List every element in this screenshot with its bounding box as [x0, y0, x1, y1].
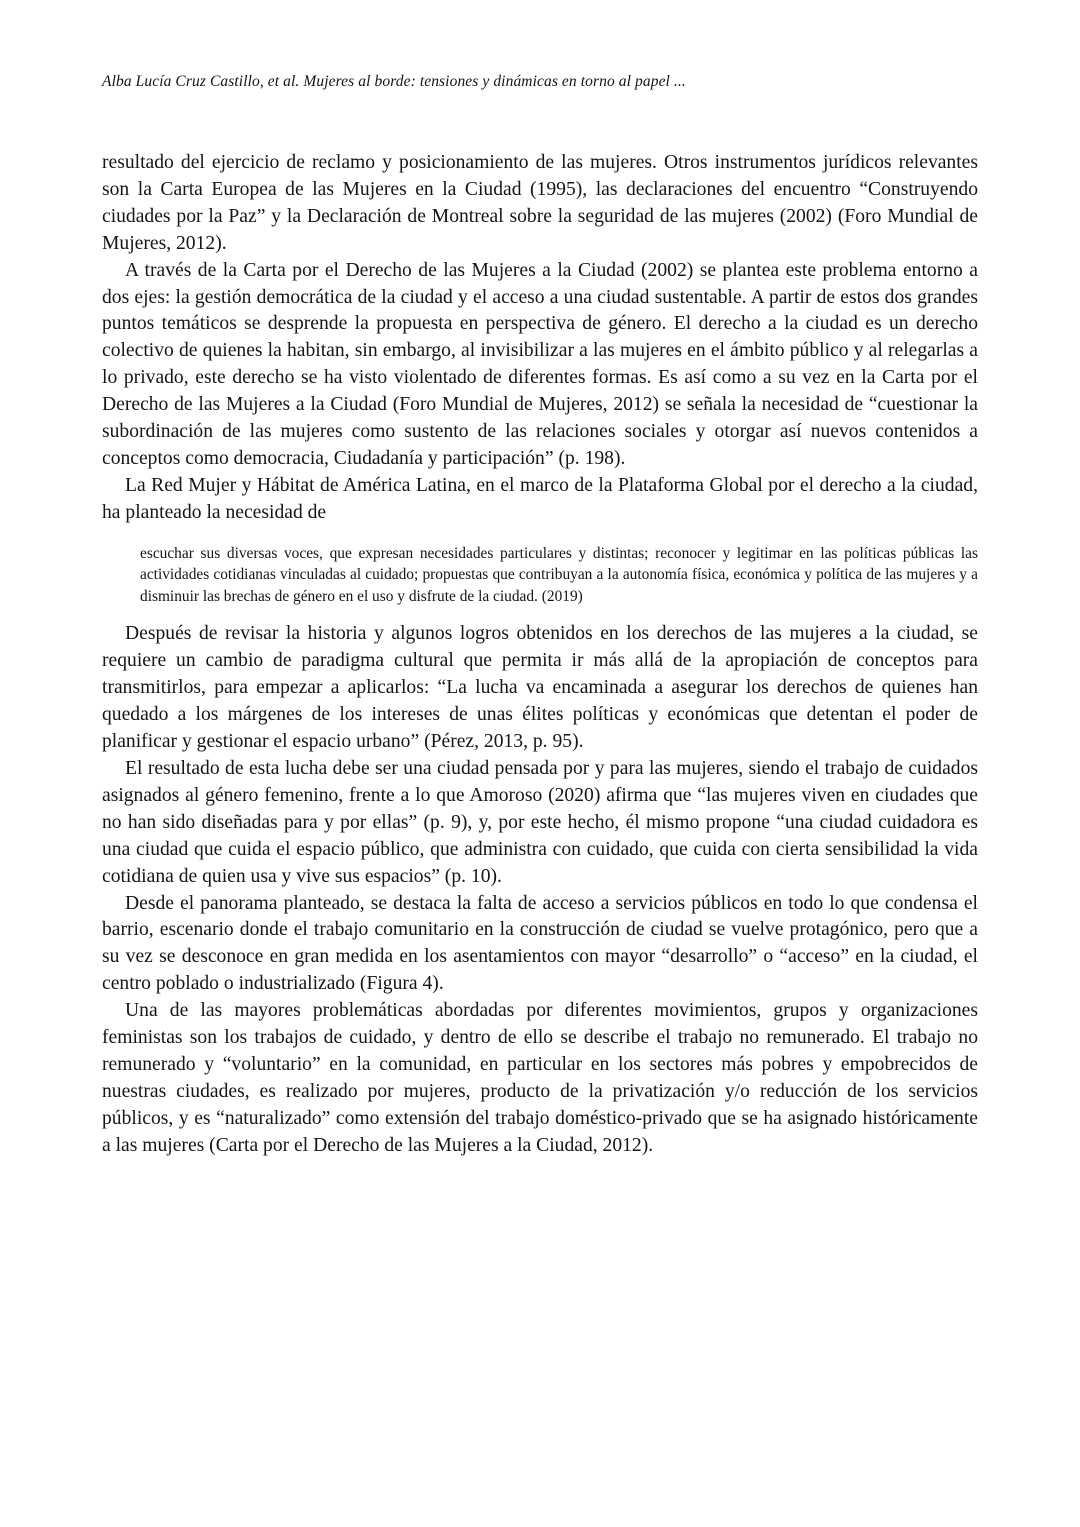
paragraph: Después de revisar la historia y algunos logros obtenidos en los derechos de las mujeres a la ciudad, se requiere un cambio de paradigma cultural que permita ir más allá de la apropiación de conceptos para transmitirlos, para empezar a aplicarlos: “La lucha va encaminada a asegurar los derechos de quienes han quedado a los márgenes de los intereses de unas élites políticas y económicas que detentan el poder de planificar y gestionar el espacio urbano” (Pérez, 2013, p. 95). — [102, 623, 978, 753]
running-head: Alba Lucía Cruz Castillo, et al. Mujeres al borde: tensiones y dinámicas en torno al papel ... — [102, 73, 686, 90]
paragraph: resultado del ejercicio de reclamo y posicionamiento de las mujeres. Otros instrumentos jurídicos relevantes son la Carta Europea de las Mujeres en la Ciudad (1995), las declaraciones del encuentro “Construyendo ciudades por la Paz” y la Declaración de Montreal sobre la seguridad de las mujeres (2002) (Foro Mundial de Mujeres, 2012). — [102, 152, 978, 254]
paragraph: El resultado de esta lucha debe ser una ciudad pensada por y para las mujeres, siendo el trabajo de cuidados asignados al género femenino, frente a lo que Amoroso (2020) afirma que “las mujeres viven en ciudades que no han sido diseñadas para y por ellas” (p. 9), y, por este hecho, él mismo propone “una ciudad cuidadora es una ciudad que cuida el espacio público, que administra con cuidado, que cuida con cierta sensibilidad la vida cotidiana de quien usa y vive sus espacios” (p. 10). — [102, 758, 978, 887]
body-text-column — [102, 150, 978, 1160]
block-quotation — [102, 543, 978, 608]
paragraph: La Red Mujer y Hábitat de América Latina, en el marco de la Plataforma Global por el derecho a la ciudad, ha planteado la necesidad de — [102, 474, 978, 523]
paragraph: A través de la Carta por el Derecho de las Mujeres a la Ciudad (2002) se plantea este problema entorno a dos ejes: la gestión democrática de la ciudad y el acceso a una ciudad sustentable. A partir de estos dos grandes puntos temáticos se desprende la propuesta en perspectiva de género. El derecho a la ciudad es un derecho colectivo de quienes la habitan, sin embargo, al invisibilizar a las mujeres en el ámbito público y al relegarlas a lo privado, este derecho se ha visto violentado de diferentes formas. Es así como a su vez en la Carta por el Derecho de las Mujeres a la Ciudad (Foro Mundial de Mujeres, 2012) se señala la necesidad de “cuestionar la subordinación de las mujeres como sustento de las relaciones sociales y otorgar así nuevos contenidos a conceptos como democracia, Ciudadanía y participación” (p. 198). — [102, 259, 978, 469]
paragraph: Una de las mayores problemáticas abordadas por diferentes movimientos, grupos y organizaciones feministas son los trabajos de cuidado, y dentro de ello se describe el trabajo no remunerado. El trabajo no remunerado y “voluntario” en la comunidad, en particular en los sectores más pobres y empobrecidos de nuestras ciudades, es realizado por mujeres, producto de la privatización y/o reducción de los servicios públicos, y es “naturalizado” como extensión del trabajo doméstico-privado que se ha asignado históricamente a las mujeres (Carta por el Derecho de las Mujeres a la Ciudad, 2012). — [102, 1000, 978, 1156]
block-quotation-text: escuchar sus diversas voces, que expresan necesidades particulares y distintas; reconocer y legitimar en las políticas públicas las actividades cotidianas vinculadas al cuidado; propuestas que contribuyan a la autonomía física, económica y política de las mujeres y a disminuir las brechas de género en el uso y disfrute de la ciudad. (2019) — [140, 544, 978, 605]
paragraph: Desde el panorama planteado, se destaca la falta de acceso a servicios públicos en todo lo que condensa el barrio, escenario donde el trabajo comunitario en la construcción de ciudad se vuelve protagónico, pero que a su vez se desconoce en gran medida en los asentamientos con mayor “desarrollo” o “acceso” en la ciudad, el centro poblado o industrializado (Figura 4). — [102, 892, 978, 995]
